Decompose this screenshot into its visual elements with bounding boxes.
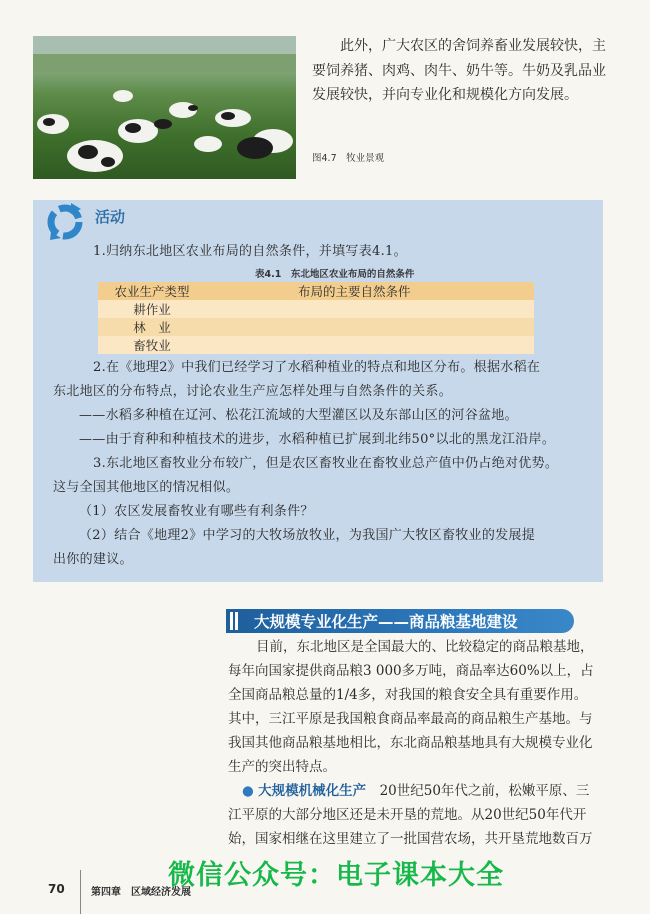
figure-caption: 图4.7 牧业景观 bbox=[312, 153, 385, 164]
activity-question-3-line: 这与全国其他地区的情况相似。 bbox=[53, 480, 240, 495]
body-text-line: 每年向国家提供商品粮3 000多万吨，商品率达60%以上，占 bbox=[228, 663, 594, 679]
table-cell bbox=[206, 300, 534, 318]
body-text-line: 生产的突出特点。 bbox=[228, 759, 336, 775]
table-header-cell: 布局的主要自然条件 bbox=[206, 282, 534, 300]
chapter-label: 第四章 区域经济发展 bbox=[91, 887, 191, 898]
table-row bbox=[98, 336, 534, 354]
table-cell bbox=[206, 336, 534, 354]
body-text-line: 始，国家相继在这里建立了一批国营农场，共开垦荒地数百万 bbox=[228, 831, 593, 847]
table-cell bbox=[206, 318, 534, 336]
bullet-keyword: 大规模机械化生产 bbox=[258, 783, 367, 799]
table-cell: 畜牧业 bbox=[98, 336, 206, 354]
table-title: 表4.1 东北地区农业布局的自然条件 bbox=[255, 269, 415, 280]
activity-title: 活动 bbox=[95, 208, 126, 226]
table-row bbox=[98, 318, 534, 336]
bullet-dot-icon: ● bbox=[242, 783, 254, 799]
activity-question-3-line: 出你的建议。 bbox=[53, 552, 133, 567]
footer-divider bbox=[80, 870, 81, 914]
bullet-line bbox=[242, 779, 622, 803]
activity-question-3-line: 3.东北地区畜牧业分布较广，但是农区畜牧业在畜牧业总产值中仍占绝对优势。 bbox=[93, 456, 559, 471]
body-text-line: 我国其他商品粮基地相比，东北商品粮基地具有大规模专业化 bbox=[228, 735, 593, 751]
table-cell: 林 业 bbox=[98, 318, 206, 336]
body-text-line: 江平原的大部分地区还是未开垦的荒地。从20世纪50年代开 bbox=[228, 807, 587, 823]
activity-question-2-line: 2.在《地理2》中我们已经学习了水稻种植业的特点和地区分布。根据水稻在 bbox=[93, 360, 541, 375]
conditions-table bbox=[98, 282, 534, 354]
activity-question-2-line: ——由于育种和种植技术的进步，水稻种植已扩展到北纬50°以北的黑龙江沿岸。 bbox=[79, 432, 556, 447]
activity-question-1: 1.归纳东北地区农业布局的自然条件，并填写表4.1。 bbox=[93, 244, 407, 259]
page-number: 70 bbox=[48, 882, 65, 896]
table-row bbox=[98, 300, 534, 318]
body-text-line: 目前，东北地区是全国最大的、比较稳定的商品粮基地， bbox=[256, 639, 594, 655]
section-header bbox=[226, 609, 574, 633]
activity-question-3-line: （1）农区发展畜牧业有哪些有利条件？ bbox=[79, 504, 314, 519]
table-cell: 耕作业 bbox=[98, 300, 206, 318]
activity-box bbox=[33, 200, 603, 582]
table-header-cell: 农业生产类型 bbox=[98, 282, 206, 300]
body-text-line: 其中，三江平原是我国粮食商品率最高的商品粮生产基地。与 bbox=[228, 711, 593, 727]
table-header-row bbox=[98, 282, 534, 300]
refresh-cycle-icon bbox=[41, 200, 91, 244]
activity-question-2-line: ——水稻多种植在辽河、松花江流域的大型灌区以及东部山区的河谷盆地。 bbox=[79, 408, 518, 423]
section-title: 大规模专业化生产——商品粮基地建设 bbox=[254, 613, 518, 631]
section-bars-icon bbox=[230, 612, 240, 630]
activity-question-2-line: 东北地区的分布特点，讨论农业生产应怎样处理与自然条件的关系。 bbox=[53, 384, 453, 399]
bullet-text: 20世纪50年代之前，松嫩平原、三 bbox=[366, 783, 590, 799]
body-text-line: 全国商品粮总量的1/4多，对我国的粮食安全具有重要作用。 bbox=[228, 687, 588, 703]
intro-paragraph: 此外，广大农区的舍饲养畜业发展较快，主要饲养猪、肉鸡、肉牛、奶牛等。牛奶及乳品业发展较快，并向专业化和规模化方向发展。 bbox=[312, 38, 606, 103]
pasture-photo bbox=[33, 36, 296, 179]
watermark-text: 微信公众号：电子课本大全 bbox=[168, 860, 504, 891]
activity-question-3-line: （2）结合《地理2》中学习的大牧场放牧业，为我国广大牧区畜牧业的发展提 bbox=[79, 528, 536, 543]
